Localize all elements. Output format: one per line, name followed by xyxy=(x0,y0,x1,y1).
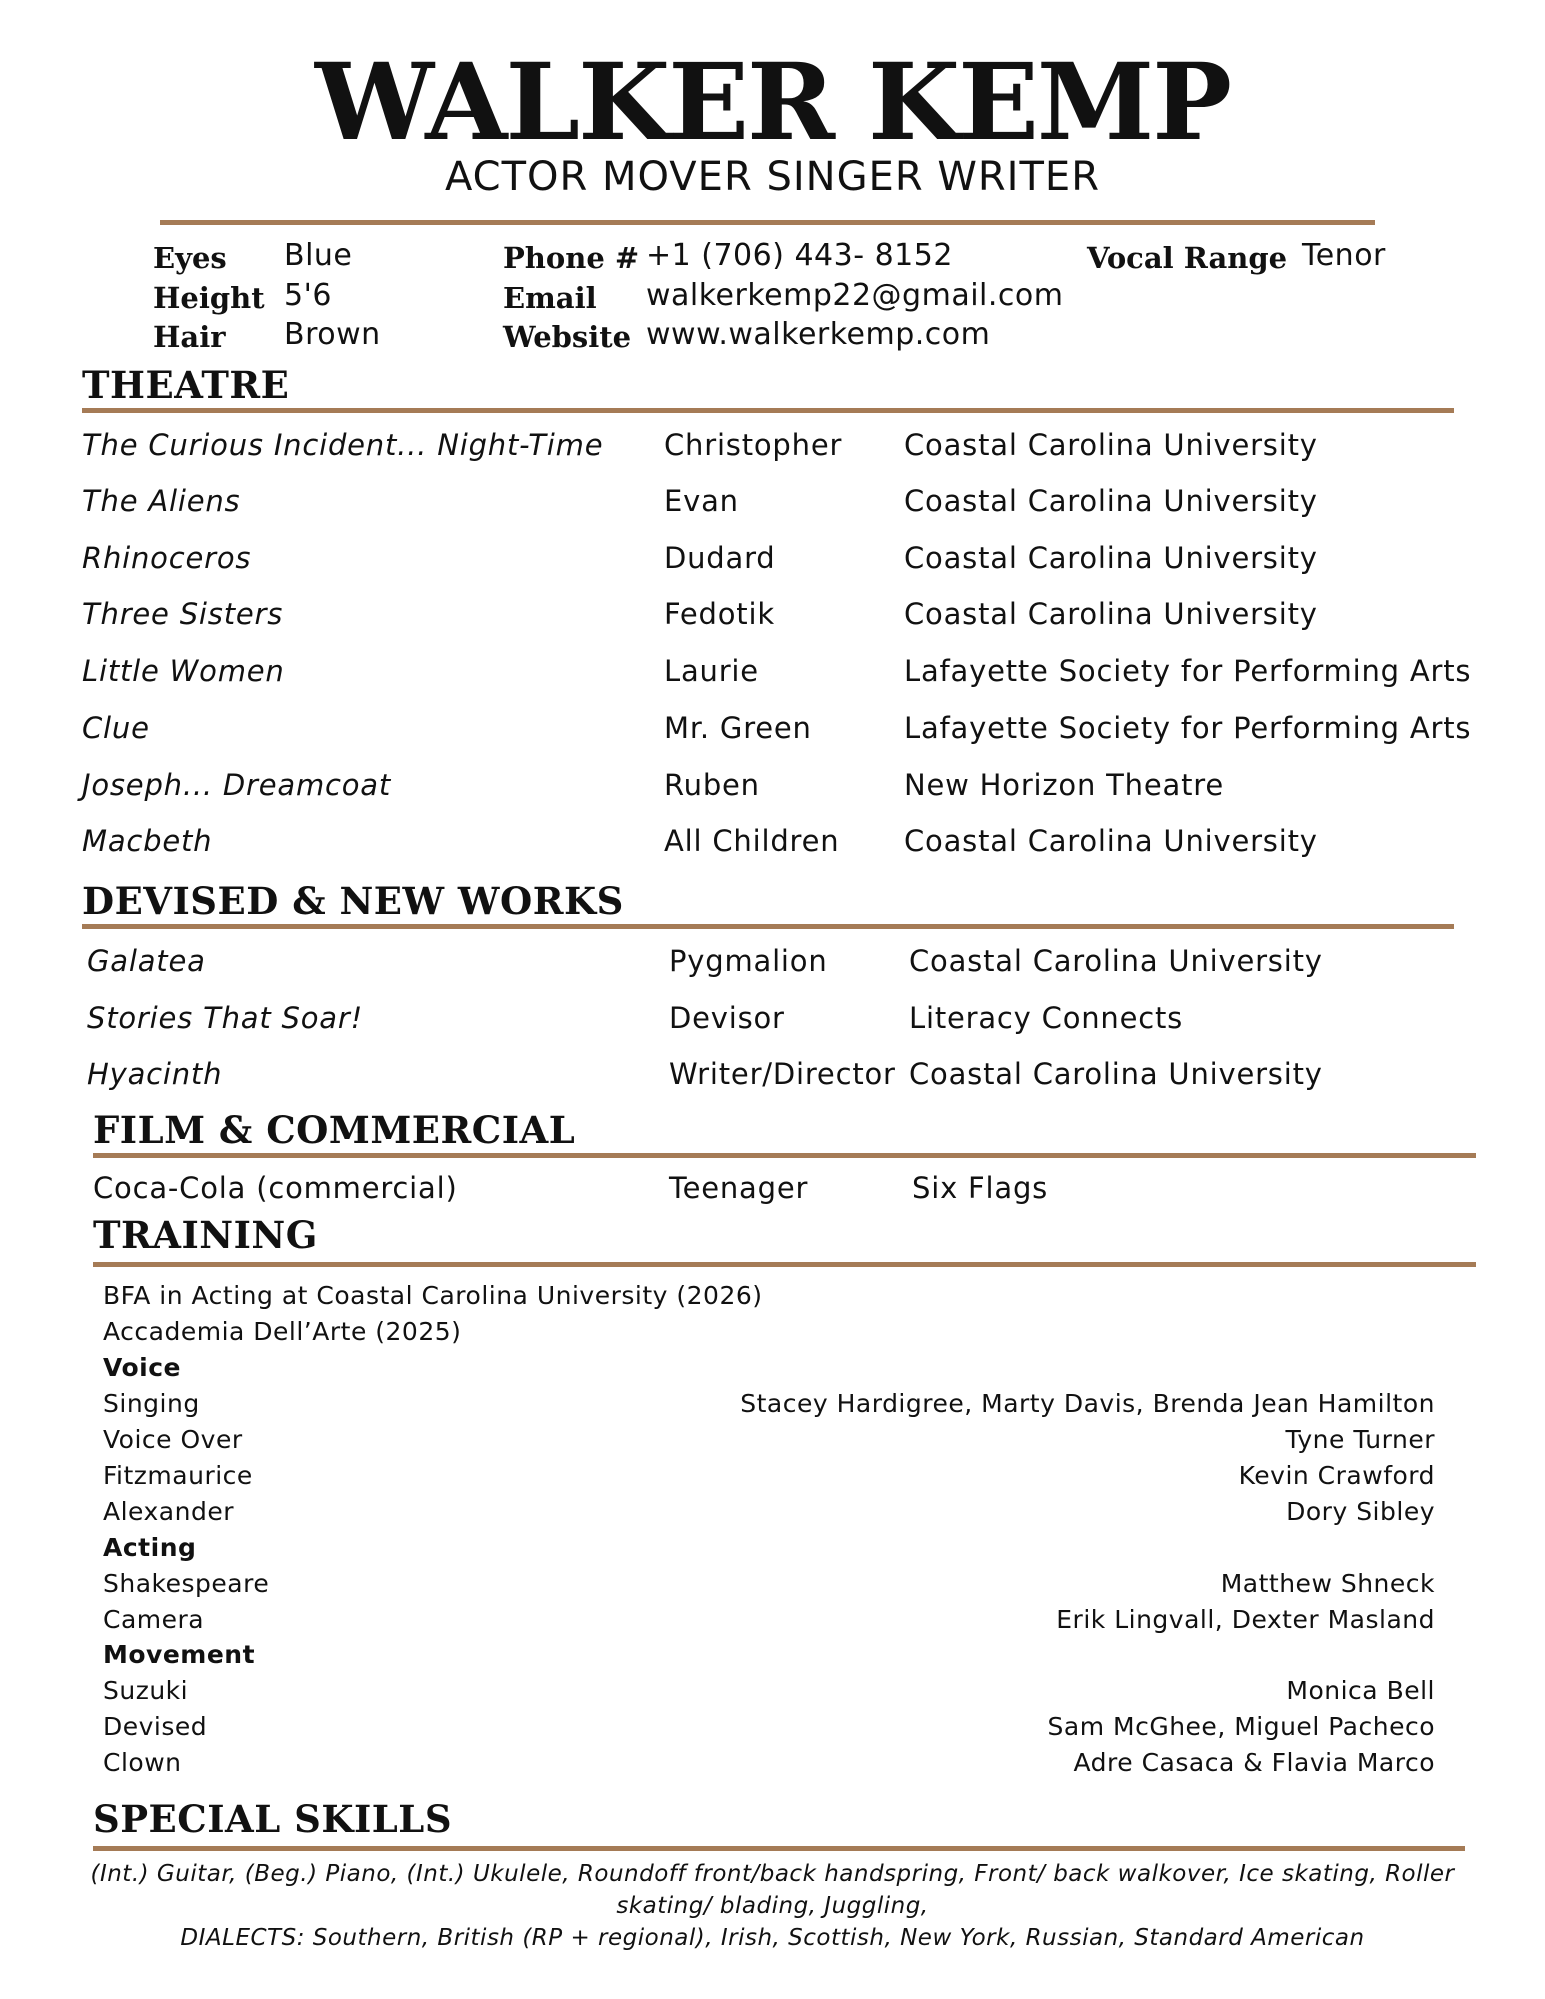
list-item xyxy=(103,1566,1435,1602)
eyes-value: Blue xyxy=(284,238,353,273)
training-subheading: Voice xyxy=(103,1353,182,1382)
role: Laurie xyxy=(664,654,759,688)
training-teacher: Erik Lingvall, Dexter Masland xyxy=(1056,1605,1435,1634)
phone-value[interactable]: +1 (706) 443- 8152 xyxy=(646,238,953,273)
film-table xyxy=(93,1168,1493,1210)
dialects-line: DIALECTS: Southern, British (RP + regional), Irish, Scottish, New York, Russian, Standard American xyxy=(180,1925,1365,1951)
role: Evan xyxy=(664,484,739,518)
venue: Literacy Connects xyxy=(909,1001,1184,1035)
venue: Six Flags xyxy=(912,1171,1049,1205)
skills-rule xyxy=(93,1846,1465,1851)
list-item xyxy=(103,1386,1435,1422)
training-item: Accademia Dell’Arte (2025) xyxy=(103,1317,462,1346)
training-teacher: Sam McGhee, Miguel Pacheco xyxy=(1047,1712,1435,1741)
table-row xyxy=(82,425,1482,465)
venue: Lafayette Society for Performing Arts xyxy=(904,711,1472,745)
training-item: Camera xyxy=(103,1605,205,1634)
training-teacher: Matthew Shneck xyxy=(1220,1569,1435,1598)
production-title: Joseph... Dreamcoat xyxy=(82,768,392,802)
production-title: Little Women xyxy=(82,654,285,688)
production-title: Coca-Cola (commercial) xyxy=(93,1171,458,1205)
table-row xyxy=(82,821,1482,861)
website-value[interactable]: www.walkerkemp.com xyxy=(646,317,991,352)
training-teacher: Stacey Hardigree, Marty Davis, Brenda Jean Hamilton xyxy=(740,1389,1435,1418)
devised-rule xyxy=(82,924,1454,929)
list-item xyxy=(103,1350,1435,1386)
venue: Lafayette Society for Performing Arts xyxy=(904,654,1472,688)
training-item: Fitzmaurice xyxy=(103,1461,253,1490)
list-item xyxy=(103,1422,1435,1458)
venue: New Horizon Theatre xyxy=(904,768,1224,802)
vocal-range-value: Tenor xyxy=(1302,238,1386,273)
table-row xyxy=(82,481,1482,521)
role: Ruben xyxy=(664,768,760,802)
list-item xyxy=(103,1530,1435,1566)
production-title: The Curious Incident... Night-Time xyxy=(82,428,604,462)
role: Dudard xyxy=(664,541,776,575)
list-item xyxy=(103,1602,1435,1638)
list-item xyxy=(103,1458,1435,1494)
venue: Coastal Carolina University xyxy=(904,541,1318,575)
training-item: Clown xyxy=(103,1748,182,1777)
training-item: Voice Over xyxy=(103,1425,243,1454)
role: Mr. Green xyxy=(664,711,812,745)
table-row xyxy=(82,594,1482,634)
vocal-range-label: Vocal Range xyxy=(1087,241,1288,275)
skills-heading: SPECIAL SKILLS xyxy=(93,1797,453,1841)
film-heading: FILM & COMMERCIAL xyxy=(93,1108,576,1152)
production-title: Hyacinth xyxy=(87,1057,223,1091)
venue: Coastal Carolina University xyxy=(904,597,1318,631)
resume-name: WALKER KEMP xyxy=(315,39,1230,164)
venue: Coastal Carolina University xyxy=(904,428,1318,462)
list-item xyxy=(103,1745,1435,1781)
info-block xyxy=(0,236,1545,356)
production-title: Three Sisters xyxy=(82,597,284,631)
training-subheading: Movement xyxy=(103,1640,256,1669)
training-teacher: Tyne Turner xyxy=(1285,1425,1435,1454)
list-item xyxy=(103,1314,1435,1350)
training-heading: TRAINING xyxy=(93,1213,318,1257)
website-label: Website xyxy=(503,320,632,354)
devised-heading: DEVISED & NEW WORKS xyxy=(82,879,624,923)
role: All Children xyxy=(664,824,840,858)
list-item xyxy=(103,1709,1435,1745)
list-item xyxy=(103,1637,1435,1673)
training-rule xyxy=(93,1262,1476,1267)
theatre-table xyxy=(82,425,1482,865)
theatre-heading: THEATRE xyxy=(82,363,290,407)
training-item: Singing xyxy=(103,1389,200,1418)
table-row xyxy=(82,765,1482,805)
role: Teenager xyxy=(669,1171,809,1205)
training-item: Shakespeare xyxy=(103,1569,270,1598)
theatre-rule xyxy=(82,408,1454,413)
production-title: Rhinoceros xyxy=(82,541,252,575)
table-row xyxy=(82,708,1482,748)
header-rule xyxy=(160,220,1375,225)
role: Fedotik xyxy=(664,597,775,631)
training-teacher: Monica Bell xyxy=(1286,1676,1435,1705)
production-title: Clue xyxy=(82,711,150,745)
height-label: Height xyxy=(153,281,265,315)
table-row xyxy=(82,538,1482,578)
table-row xyxy=(87,941,1487,981)
training-teacher: Dory Sibley xyxy=(1286,1497,1435,1526)
hair-value: Brown xyxy=(284,317,381,352)
role: Christopher xyxy=(664,428,843,462)
list-item xyxy=(103,1494,1435,1530)
list-item xyxy=(103,1278,1435,1314)
table-row xyxy=(82,651,1482,691)
email-label: Email xyxy=(503,281,597,315)
role: Devisor xyxy=(669,1001,785,1035)
venue: Coastal Carolina University xyxy=(909,1057,1323,1091)
venue: Coastal Carolina University xyxy=(904,484,1318,518)
training-subheading: Acting xyxy=(103,1533,197,1562)
training-list xyxy=(103,1278,1435,1788)
production-title: Macbeth xyxy=(82,824,213,858)
venue: Coastal Carolina University xyxy=(904,824,1318,858)
venue: Coastal Carolina University xyxy=(909,944,1323,978)
training-teacher: Adre Casaca & Flavia Marco xyxy=(1073,1748,1435,1777)
height-value: 5'6 xyxy=(284,278,332,313)
table-row xyxy=(87,1054,1487,1094)
list-item xyxy=(103,1673,1435,1709)
hair-label: Hair xyxy=(153,320,226,354)
film-rule xyxy=(93,1153,1476,1158)
table-row xyxy=(87,998,1487,1038)
skills-line: (Int.) Guitar, (Beg.) Piano, (Int.) Ukulele, Roundoff front/back handspring, Front/ back walkover, Ice skating, Roller skating/ blading, Juggling, xyxy=(90,1861,1455,1919)
resume-subtitle: ACTOR MOVER SINGER WRITER xyxy=(445,154,1100,200)
eyes-label: Eyes xyxy=(153,241,227,275)
role: Writer/Director xyxy=(669,1057,896,1091)
phone-label: Phone # xyxy=(503,241,640,275)
role: Pygmalion xyxy=(669,944,828,978)
production-title: Galatea xyxy=(87,944,206,978)
production-title: Stories That Soar! xyxy=(87,1001,363,1035)
training-item: Alexander xyxy=(103,1497,234,1526)
training-teacher: Kevin Crawford xyxy=(1238,1461,1435,1490)
email-value[interactable]: walkerkemp22@gmail.com xyxy=(646,278,1064,313)
table-row xyxy=(93,1168,1493,1208)
production-title: The Aliens xyxy=(82,484,241,518)
devised-table xyxy=(87,941,1487,1111)
training-item: Devised xyxy=(103,1712,208,1741)
training-item: BFA in Acting at Coastal Carolina University (2026) xyxy=(103,1281,763,1310)
training-item: Suzuki xyxy=(103,1676,189,1705)
